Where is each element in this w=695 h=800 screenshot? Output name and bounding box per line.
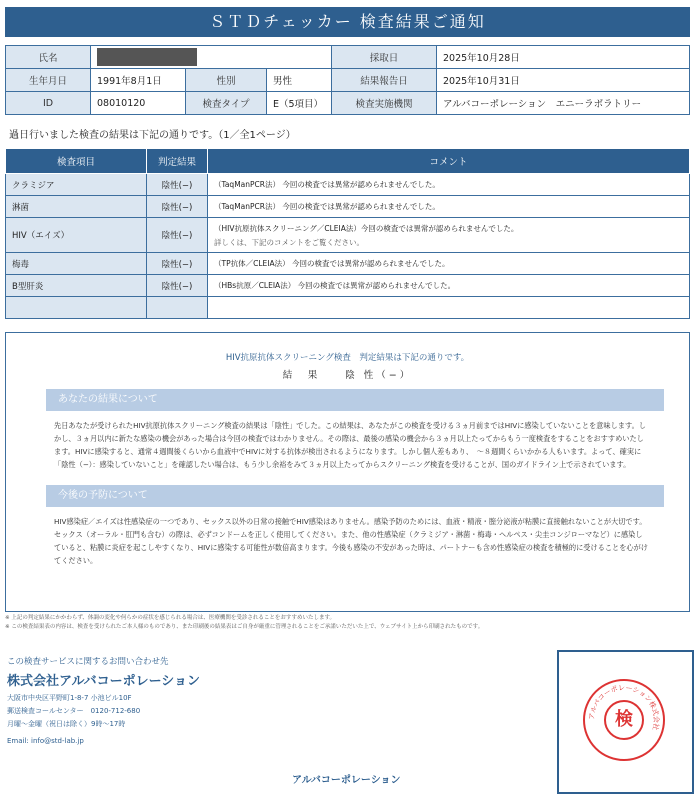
result-comment-cell bbox=[208, 218, 690, 253]
call-center: 郵送検査コールセンター 0120-712-680 bbox=[7, 707, 141, 715]
result-judge: 陰性(−) bbox=[147, 196, 208, 218]
result-comment: （HBs抗原／CLEIA法） 今回の検査では異常が認められませんでした。 bbox=[208, 275, 690, 297]
table-row bbox=[6, 196, 690, 218]
sex-label: 性別 bbox=[186, 69, 267, 92]
header-comment: コメント bbox=[208, 149, 690, 174]
result-comment: （TaqManPCR法） 今回の検査では異常が認められませんでした。 bbox=[208, 174, 690, 196]
patient-info-table bbox=[5, 45, 690, 115]
contact-email: Email: info@std-lab.jp bbox=[7, 737, 84, 745]
result-judge: 陰性(−) bbox=[147, 174, 208, 196]
empty-cell bbox=[147, 297, 208, 319]
company-seal bbox=[583, 679, 665, 761]
company-address: 大阪市中央区平野町1-8-7 小池ビル10F bbox=[7, 694, 132, 702]
contact-heading: この検査サービスに関するお問い合わせ先 bbox=[7, 657, 169, 667]
table-row-empty bbox=[6, 297, 690, 319]
birth-date: 1991年8月1日 bbox=[91, 69, 186, 92]
business-hours: 月曜〜金曜（祝日は除く）9時〜17時 bbox=[7, 720, 126, 728]
result-judge: 陰性(−) bbox=[147, 218, 208, 253]
footnote: ※ この検査結果表の内容は、検査を受けられたご本人様のものであり、また印刷後の結果表はご自身が厳重に管理されることをご承諾いただいた上で、ウェブサイト上から印刷されたものです。 bbox=[5, 624, 484, 630]
report-date: 2025年10月31日 bbox=[437, 69, 690, 92]
collection-date-label: 採取日 bbox=[332, 46, 437, 69]
results-table bbox=[5, 148, 690, 319]
sex-value: 男性 bbox=[267, 69, 332, 92]
contact-block bbox=[7, 656, 200, 748]
footnote: ※ 上記の判定結果にかかわらず、体調の変化や何らかの症状を感じられる場合は、医療機関を受診されることをおすすめいたします。 bbox=[5, 615, 336, 621]
header-item: 検査項目 bbox=[6, 149, 147, 174]
result-comment: （HIV抗原抗体スクリーニング／CLEIA法）今回の検査では異常が認められませんでした。 bbox=[214, 223, 519, 233]
result-item: 梅毒 bbox=[6, 253, 147, 275]
birth-date-label: 生年月日 bbox=[6, 69, 91, 92]
table-row bbox=[6, 275, 690, 297]
collection-date: 2025年10月28日 bbox=[437, 46, 690, 69]
result-judge: 陰性(−) bbox=[147, 275, 208, 297]
footnotes bbox=[5, 614, 695, 632]
section-prevention-text: HIV感染症／エイズは性感染症の一つであり、セックス以外の日常の接触でHIV感染はありません。感染予防のためには、血液・精液・膣分泌液が粘膜に直接触れないことが大切です。セックス（オーラル・肛門も含む）の際は、必ずコンドームを正しく使用してください。また、他の性感染症（クラミジア・淋菌・梅毒・ヘルペス・尖圭コンジローマなど）に感染していると、粘膜に炎症を起こしやすくなり、HIVに感染する可能性が数倍高まります。今後も感染の不安があった時は、パートナーも含め性感染症の検査を積極的に受けることを心がけてください。 bbox=[54, 517, 648, 565]
hiv-heading: HIV抗原抗体スクリーニング検査 判定結果は下記の通りです。 bbox=[225, 353, 470, 363]
hiv-detail-box bbox=[5, 332, 690, 612]
id-label: ID bbox=[6, 92, 91, 115]
result-judge: 陰性(−) bbox=[147, 253, 208, 275]
section-your-result-title: あなたの結果について bbox=[46, 389, 664, 411]
result-comment: （TP抗体／CLEIA法） 今回の検査では異常が認められませんでした。 bbox=[208, 253, 690, 275]
seal-center: 検 bbox=[604, 700, 644, 740]
company-name: 株式会社アルバコーポレーション bbox=[7, 674, 201, 689]
result-item: クラミジア bbox=[6, 174, 147, 196]
lab-label: 検査実施機関 bbox=[332, 92, 437, 115]
result-item: 淋菌 bbox=[6, 196, 147, 218]
section-prevention-title: 今後の予防について bbox=[46, 485, 664, 507]
result-item: HIV（エイズ） bbox=[6, 218, 147, 253]
name-value bbox=[91, 46, 332, 69]
lab-value: アルバコーポレーション エニーラボラトリー bbox=[437, 92, 690, 115]
table-row bbox=[6, 218, 690, 253]
result-comment-note: 詳しくは、下記のコメントをご覧ください。 bbox=[214, 237, 364, 247]
intro-text: 過日行いました検査の結果は下記の通りです。（1／全1ページ） bbox=[9, 130, 296, 141]
header-judge: 判定結果 bbox=[147, 149, 208, 174]
footer-logo: アルバコーポレーション bbox=[292, 775, 401, 786]
redacted-name bbox=[97, 48, 197, 66]
name-label: 氏名 bbox=[6, 46, 91, 69]
page-title: ＳＴＤチェッカー 検査結果ご通知 bbox=[5, 7, 690, 37]
report-date-label: 結果報告日 bbox=[332, 69, 437, 92]
section-your-result-text: 先日あなたが受けられたHIV抗原抗体スクリーニング検査の結果は「陰性」でした。この結果は、あなたがこの検査を受ける３ヵ月前まではHIVに感染していないことを意味します。しかし、３ヵ月以内に新たな感染の機会があった場合は今回の検査ではわかりません。その際は、最後の感染の機会から３ヵ月以上たってからもう一度検査をすることをおすすめいたします。HIVに感染すると、通常４週間後くらいから血液中でHIVに対する抗体が検出されるようになります。しかし個人差もあり、 〜８週間くらいかかる人もいます。よって、確実に「陰性（−）：感染していないこと」を確認したい場合は、もう少し余裕をみて３ヵ月以上たってからスクリーニング検査を受けることが、国のガイドライン上で示されています。 bbox=[54, 421, 646, 469]
id-value: 08010120 bbox=[91, 92, 186, 115]
result-comment: （TaqManPCR法） 今回の検査では異常が認められませんでした。 bbox=[208, 196, 690, 218]
test-type-value: E（5項目） bbox=[267, 92, 332, 115]
seal-box bbox=[557, 650, 694, 794]
test-type-label: 検査タイプ bbox=[186, 92, 267, 115]
table-row bbox=[6, 174, 690, 196]
hiv-result: 結 果 陰 性（−） bbox=[282, 370, 413, 381]
seal-ring-text: アルバコーポレーション株式会社 bbox=[587, 683, 661, 732]
empty-cell bbox=[208, 297, 690, 319]
table-row bbox=[6, 253, 690, 275]
empty-cell bbox=[6, 297, 147, 319]
result-item: B型肝炎 bbox=[6, 275, 147, 297]
